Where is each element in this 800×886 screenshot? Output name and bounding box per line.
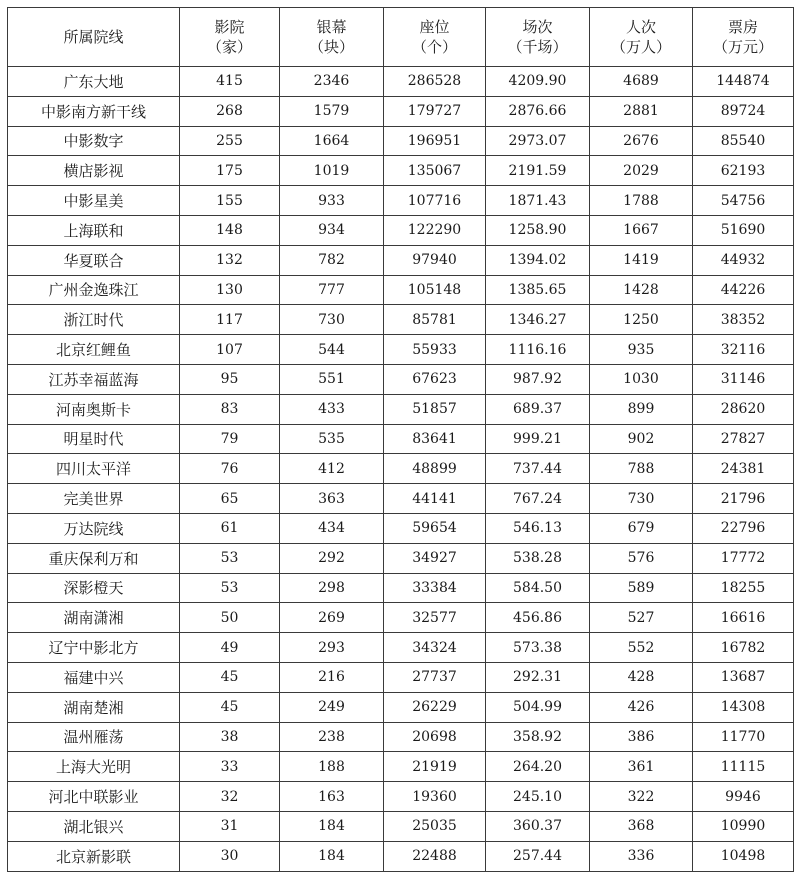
cell-box-office: 62193 [693, 156, 794, 186]
cell-screenings: 358.92 [486, 722, 590, 752]
cell-box-office: 16782 [693, 633, 794, 663]
cell-chain-name: 华夏联合 [8, 245, 180, 275]
table-row [8, 484, 794, 514]
cell-chain-name: 湖南潇湘 [8, 603, 180, 633]
cell-admissions: 589 [590, 573, 693, 603]
cell-cinemas: 130 [180, 275, 280, 305]
cell-screens: 777 [280, 275, 384, 305]
cell-screens: 292 [280, 543, 384, 573]
cell-screens: 434 [280, 513, 384, 543]
cell-screenings: 1394.02 [486, 245, 590, 275]
cell-seats: 48899 [384, 454, 486, 484]
cell-screenings: 2876.66 [486, 96, 590, 126]
table-row [8, 96, 794, 126]
header-label: 票房 [727, 18, 758, 36]
cell-box-office: 22796 [693, 513, 794, 543]
header-unit: （个） [411, 38, 457, 56]
cell-admissions: 2881 [590, 96, 693, 126]
header-unit: （万人） [610, 38, 671, 56]
cell-screens: 934 [280, 215, 384, 245]
cell-cinemas: 175 [180, 156, 280, 186]
cell-screens: 1579 [280, 96, 384, 126]
cell-screenings: 1385.65 [486, 275, 590, 305]
cell-screens: 188 [280, 752, 384, 782]
cell-box-office: 13687 [693, 662, 794, 692]
cell-box-office: 85540 [693, 126, 794, 156]
cell-cinemas: 45 [180, 692, 280, 722]
cell-cinemas: 50 [180, 603, 280, 633]
cell-admissions: 902 [590, 424, 693, 454]
table-row [8, 364, 794, 394]
cell-chain-name: 湖南楚湘 [8, 692, 180, 722]
header-unit: （万元） [712, 38, 773, 56]
table-row [8, 811, 794, 841]
cell-chain-name: 四川太平洋 [8, 454, 180, 484]
cell-admissions: 552 [590, 633, 693, 663]
table-row [8, 424, 794, 454]
cell-screenings: 987.92 [486, 364, 590, 394]
cell-seats: 67623 [384, 364, 486, 394]
cell-seats: 107716 [384, 186, 486, 216]
cell-cinemas: 32 [180, 782, 280, 812]
cell-admissions: 361 [590, 752, 693, 782]
table-row [8, 662, 794, 692]
cell-seats: 34324 [384, 633, 486, 663]
cell-cinemas: 415 [180, 67, 280, 97]
cell-screenings: 538.28 [486, 543, 590, 573]
cell-admissions: 336 [590, 841, 693, 871]
cell-cinemas: 65 [180, 484, 280, 514]
cell-screens: 730 [280, 305, 384, 335]
cell-box-office: 21796 [693, 484, 794, 514]
cell-chain-name: 浙江时代 [8, 305, 180, 335]
table-body [8, 67, 794, 872]
table-row [8, 513, 794, 543]
cell-admissions: 1030 [590, 364, 693, 394]
cell-screenings: 360.37 [486, 811, 590, 841]
cell-admissions: 2029 [590, 156, 693, 186]
cell-chain-name: 辽宁中影北方 [8, 633, 180, 663]
table-row [8, 305, 794, 335]
cell-seats: 34927 [384, 543, 486, 573]
table-row [8, 603, 794, 633]
cell-admissions: 1250 [590, 305, 693, 335]
cell-chain-name: 万达院线 [8, 513, 180, 543]
table-row [8, 454, 794, 484]
cell-box-office: 10498 [693, 841, 794, 871]
table-row [8, 186, 794, 216]
cell-box-office: 10990 [693, 811, 794, 841]
cell-screenings: 292.31 [486, 662, 590, 692]
table-row [8, 782, 794, 812]
cell-admissions: 1667 [590, 215, 693, 245]
cell-admissions: 426 [590, 692, 693, 722]
cell-seats: 122290 [384, 215, 486, 245]
cell-chain-name: 中影南方新干线 [8, 96, 180, 126]
cell-box-office: 18255 [693, 573, 794, 603]
header-box-office [693, 8, 794, 67]
cell-seats: 286528 [384, 67, 486, 97]
cell-screenings: 264.20 [486, 752, 590, 782]
cell-chain-name: 河南奥斯卡 [8, 394, 180, 424]
header-admissions [590, 8, 693, 67]
cell-cinemas: 38 [180, 722, 280, 752]
cell-screenings: 245.10 [486, 782, 590, 812]
cell-admissions: 1788 [590, 186, 693, 216]
cell-box-office: 51690 [693, 215, 794, 245]
cell-box-office: 31146 [693, 364, 794, 394]
cell-admissions: 368 [590, 811, 693, 841]
cell-chain-name: 中影星美 [8, 186, 180, 216]
cell-seats: 25035 [384, 811, 486, 841]
cell-screenings: 4209.90 [486, 67, 590, 97]
table-row [8, 67, 794, 97]
cell-screens: 163 [280, 782, 384, 812]
table-row [8, 722, 794, 752]
cell-screens: 535 [280, 424, 384, 454]
cell-chain-name: 上海联和 [8, 215, 180, 245]
cell-cinemas: 53 [180, 543, 280, 573]
cell-screenings: 257.44 [486, 841, 590, 871]
cell-cinemas: 117 [180, 305, 280, 335]
cell-seats: 26229 [384, 692, 486, 722]
cell-seats: 27737 [384, 662, 486, 692]
table-row [8, 543, 794, 573]
cell-seats: 105148 [384, 275, 486, 305]
cell-screens: 544 [280, 335, 384, 365]
cell-screenings: 999.21 [486, 424, 590, 454]
cell-screens: 249 [280, 692, 384, 722]
table-row [8, 245, 794, 275]
cell-screens: 363 [280, 484, 384, 514]
cell-admissions: 899 [590, 394, 693, 424]
cell-admissions: 1428 [590, 275, 693, 305]
cell-screens: 184 [280, 841, 384, 871]
cell-cinemas: 30 [180, 841, 280, 871]
cell-seats: 83641 [384, 424, 486, 454]
cell-cinemas: 107 [180, 335, 280, 365]
header-label: 座位 [419, 18, 450, 36]
cell-screens: 184 [280, 811, 384, 841]
cell-screenings: 767.24 [486, 484, 590, 514]
cell-screens: 412 [280, 454, 384, 484]
cell-chain-name: 深影橙天 [8, 573, 180, 603]
cell-admissions: 730 [590, 484, 693, 514]
cinema-chain-table-container [7, 7, 794, 872]
header-unit: （千场） [507, 38, 568, 56]
cinema-chain-table [7, 7, 794, 872]
cell-chain-name: 河北中联影业 [8, 782, 180, 812]
cell-admissions: 788 [590, 454, 693, 484]
cell-chain-name: 福建中兴 [8, 662, 180, 692]
cell-chain-name: 广州金逸珠江 [8, 275, 180, 305]
table-row [8, 692, 794, 722]
cell-cinemas: 132 [180, 245, 280, 275]
cell-seats: 135067 [384, 156, 486, 186]
cell-screens: 782 [280, 245, 384, 275]
cell-cinemas: 53 [180, 573, 280, 603]
cell-cinemas: 61 [180, 513, 280, 543]
cell-chain-name: 横店影视 [8, 156, 180, 186]
cell-admissions: 322 [590, 782, 693, 812]
cell-box-office: 44226 [693, 275, 794, 305]
table-row [8, 633, 794, 663]
cell-admissions: 576 [590, 543, 693, 573]
cell-seats: 20698 [384, 722, 486, 752]
cell-seats: 22488 [384, 841, 486, 871]
cell-box-office: 11115 [693, 752, 794, 782]
cell-seats: 59654 [384, 513, 486, 543]
cell-cinemas: 148 [180, 215, 280, 245]
cell-screenings: 2973.07 [486, 126, 590, 156]
cell-seats: 33384 [384, 573, 486, 603]
header-label: 所属院线 [63, 28, 124, 46]
cell-screens: 298 [280, 573, 384, 603]
header-unit: （家） [206, 38, 252, 56]
cell-box-office: 38352 [693, 305, 794, 335]
cell-chain-name: 温州雁荡 [8, 722, 180, 752]
cell-chain-name: 江苏幸福蓝海 [8, 364, 180, 394]
header-unit: （块） [308, 38, 354, 56]
cell-cinemas: 79 [180, 424, 280, 454]
cell-admissions: 679 [590, 513, 693, 543]
cell-box-office: 27827 [693, 424, 794, 454]
cell-box-office: 54756 [693, 186, 794, 216]
header-label: 场次 [522, 18, 553, 36]
cell-box-office: 14308 [693, 692, 794, 722]
cell-seats: 19360 [384, 782, 486, 812]
cell-chain-name: 广东大地 [8, 67, 180, 97]
cell-cinemas: 76 [180, 454, 280, 484]
cell-chain-name: 重庆保利万和 [8, 543, 180, 573]
cell-box-office: 89724 [693, 96, 794, 126]
cell-cinemas: 31 [180, 811, 280, 841]
cell-admissions: 428 [590, 662, 693, 692]
cell-seats: 179727 [384, 96, 486, 126]
cell-screens: 2346 [280, 67, 384, 97]
header-label: 影院 [214, 18, 245, 36]
header-label: 银幕 [316, 18, 347, 36]
table-row [8, 215, 794, 245]
cell-screens: 269 [280, 603, 384, 633]
cell-screenings: 1871.43 [486, 186, 590, 216]
cell-admissions: 1419 [590, 245, 693, 275]
cell-admissions: 527 [590, 603, 693, 633]
table-row [8, 156, 794, 186]
cell-box-office: 24381 [693, 454, 794, 484]
cell-screenings: 737.44 [486, 454, 590, 484]
cell-seats: 44141 [384, 484, 486, 514]
cell-box-office: 17772 [693, 543, 794, 573]
cell-admissions: 4689 [590, 67, 693, 97]
cell-screens: 433 [280, 394, 384, 424]
table-row [8, 394, 794, 424]
cell-admissions: 935 [590, 335, 693, 365]
cell-screenings: 546.13 [486, 513, 590, 543]
cell-box-office: 32116 [693, 335, 794, 365]
header-screens [280, 8, 384, 67]
cell-seats: 196951 [384, 126, 486, 156]
cell-cinemas: 45 [180, 662, 280, 692]
cell-admissions: 2676 [590, 126, 693, 156]
cell-box-office: 9946 [693, 782, 794, 812]
cell-screens: 933 [280, 186, 384, 216]
cell-seats: 32577 [384, 603, 486, 633]
cell-chain-name: 北京新影联 [8, 841, 180, 871]
cell-admissions: 386 [590, 722, 693, 752]
cell-box-office: 28620 [693, 394, 794, 424]
header-label: 人次 [625, 18, 656, 36]
cell-screens: 1019 [280, 156, 384, 186]
cell-seats: 85781 [384, 305, 486, 335]
cell-seats: 97940 [384, 245, 486, 275]
cell-cinemas: 155 [180, 186, 280, 216]
cell-chain-name: 中影数字 [8, 126, 180, 156]
cell-screens: 293 [280, 633, 384, 663]
cell-screens: 216 [280, 662, 384, 692]
cell-box-office: 11770 [693, 722, 794, 752]
cell-chain-name: 湖北银兴 [8, 811, 180, 841]
cell-screenings: 2191.59 [486, 156, 590, 186]
cell-cinemas: 49 [180, 633, 280, 663]
cell-box-office: 16616 [693, 603, 794, 633]
cell-box-office: 44932 [693, 245, 794, 275]
table-row [8, 275, 794, 305]
cell-screens: 551 [280, 364, 384, 394]
cell-screenings: 689.37 [486, 394, 590, 424]
cell-screenings: 456.86 [486, 603, 590, 633]
cell-cinemas: 95 [180, 364, 280, 394]
header-screenings [486, 8, 590, 67]
cell-chain-name: 上海大光明 [8, 752, 180, 782]
cell-box-office: 144874 [693, 67, 794, 97]
table-row [8, 335, 794, 365]
cell-cinemas: 268 [180, 96, 280, 126]
table-row [8, 752, 794, 782]
table-header-row [8, 8, 794, 67]
cell-screenings: 573.38 [486, 633, 590, 663]
table-row [8, 841, 794, 871]
cell-seats: 21919 [384, 752, 486, 782]
table-row [8, 573, 794, 603]
cell-chain-name: 完美世界 [8, 484, 180, 514]
header-cinemas [180, 8, 280, 67]
cell-screens: 1664 [280, 126, 384, 156]
cell-chain-name: 北京红鲤鱼 [8, 335, 180, 365]
cell-seats: 55933 [384, 335, 486, 365]
cell-screens: 238 [280, 722, 384, 752]
header-chain [8, 8, 180, 67]
table-row [8, 126, 794, 156]
cell-screenings: 1116.16 [486, 335, 590, 365]
cell-cinemas: 255 [180, 126, 280, 156]
cell-chain-name: 明星时代 [8, 424, 180, 454]
cell-screenings: 504.99 [486, 692, 590, 722]
cell-screenings: 1346.27 [486, 305, 590, 335]
cell-screenings: 1258.90 [486, 215, 590, 245]
cell-cinemas: 83 [180, 394, 280, 424]
cell-seats: 51857 [384, 394, 486, 424]
cell-screenings: 584.50 [486, 573, 590, 603]
cell-cinemas: 33 [180, 752, 280, 782]
header-seats [384, 8, 486, 67]
